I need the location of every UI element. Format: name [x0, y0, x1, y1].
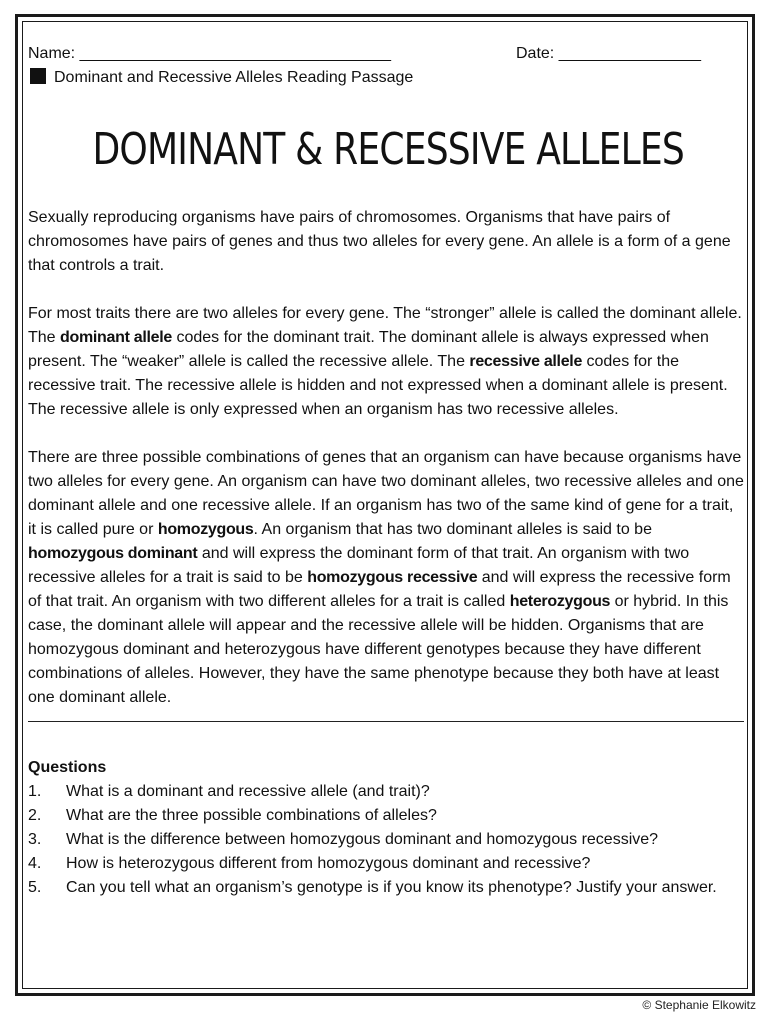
- question-number: 4.: [28, 855, 42, 872]
- worksheet-content: [28, 42, 744, 900]
- copyright-text: © Stephanie Elkowitz: [642, 998, 756, 1012]
- passage-paragraph: Sexually reproducing organisms have pairs of chromosomes. Organisms that have pairs of chromosomes have pairs of genes and thus two alleles for every gene. An allele is a form of a gene that controls a trait.: [28, 209, 731, 274]
- subtitle-text: Dominant and Recessive Alleles Reading Passage: [54, 69, 414, 86]
- question-number: 5.: [28, 879, 42, 896]
- question-item: [28, 876, 744, 900]
- question-text: How is heterozygous different from homozygous dominant and recessive?: [66, 855, 591, 872]
- date-field[interactable]: Date: ________________: [516, 45, 702, 62]
- question-number: 3.: [28, 831, 42, 848]
- question-text: Can you tell what an organism’s genotype is if you know its phenotype? Justify your answer.: [66, 879, 717, 896]
- passage-paragraph: For most traits there are two alleles for every gene. The “stronger” allele is called the dominant allele. The dominant allele codes for the dominant trait. The dominant allele is always expressed when present. The “weaker” allele is called the recessive allele. The recessive allele codes for the recessive trait. The recessive allele is hidden and not expressed when a dominant allele is present. The recessive allele is only expressed when an organism has two recessive alleles.: [28, 305, 742, 418]
- reading-passage: [28, 206, 744, 710]
- black-square-icon: [30, 68, 46, 84]
- question-text: What are the three possible combinations of alleles?: [66, 807, 437, 824]
- questions-list: [28, 780, 744, 900]
- question-item: [28, 852, 744, 876]
- header-line: [28, 42, 744, 66]
- divider-line: [28, 721, 744, 722]
- question-text: What is a dominant and recessive allele (and trait)?: [66, 783, 430, 800]
- question-text: What is the difference between homozygous dominant and homozygous recessive?: [66, 831, 659, 848]
- worksheet-subtitle: [28, 66, 744, 90]
- question-item: [28, 804, 744, 828]
- question-number: 2.: [28, 807, 42, 824]
- questions-heading: Questions: [28, 759, 107, 776]
- question-item: [28, 828, 744, 852]
- passage-paragraph: There are three possible combinations of genes that an organism can have because organisms have two alleles for every gene. An organism can have two dominant alleles, two recessive alleles and one dominant allele and one recessive allele. If an organism has two of the same kind of gene for a trait, it is called pure or homozygous. An organism that has two dominant alleles is said to be homozygous dominant and will express the dominant form of that trait. An organism with two recessive alleles for a trait is said to be homozygous recessive and will express the recessive form of that trait. An organism with two different alleles for a trait is called heterozygous or hybrid. In this case, the dominant allele will appear and the recessive allele will be hidden. Organisms that are homozygous dominant and heterozygous have different genotypes because they have different combinations of alleles. However, they have the same phenotype because they both have at least one dominant allele.: [28, 449, 744, 706]
- question-item: [28, 780, 744, 804]
- page-title: DOMINANT & RECESSIVE ALLELES: [92, 124, 684, 175]
- question-number: 1.: [28, 783, 42, 800]
- name-field[interactable]: Name: ___________________________________: [28, 45, 392, 62]
